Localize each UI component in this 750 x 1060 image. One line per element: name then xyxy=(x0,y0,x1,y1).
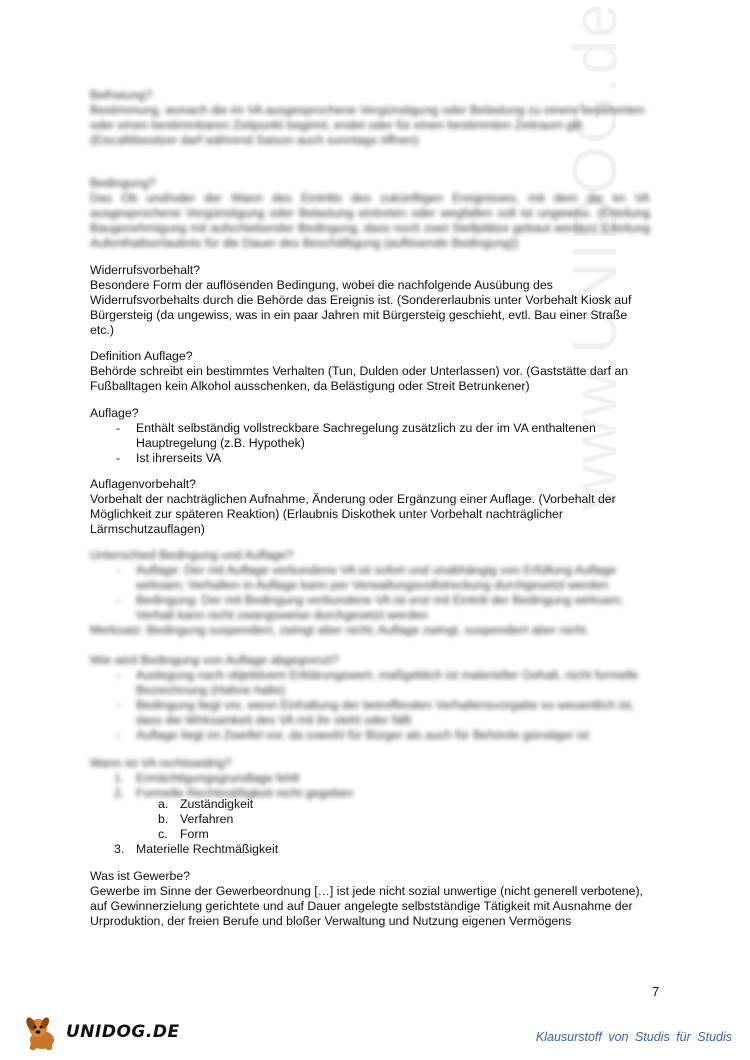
blurred-section-unterschied xyxy=(90,548,650,638)
page-number: 7 xyxy=(652,984,660,999)
section-title: Auflage? xyxy=(90,406,139,420)
list-item: - Ist ihrerseits VA xyxy=(116,451,222,465)
list-item: 1. Ermächtigungsgrundlage fehlt xyxy=(114,771,300,785)
blurred-section-bedingung xyxy=(90,176,650,251)
rechtmaessigkeit-list xyxy=(90,797,650,857)
list-item: c. Form xyxy=(158,827,209,841)
blurred-section-abgrenzung xyxy=(90,653,650,743)
footer-tagline: Klausurstoff von Studis für Studis xyxy=(535,1030,732,1044)
section-gewerbe xyxy=(90,869,650,929)
section-title: Widerrufsvorbehalt? xyxy=(90,263,201,277)
blurred-section-befristung xyxy=(90,88,650,148)
blurred-section-rechtswidrig xyxy=(90,756,650,801)
section-auflage xyxy=(90,406,650,466)
section-text: Behörde schreibt ein bestimmtes Verhalten (Tun, Dulden oder Unterlassen) vor. (Gaststätte darf an Fußballtagen kein Alkohol ausschenken, da Belästigung oder Streit Betrunkener) xyxy=(90,364,629,393)
list-item: - Enthält selbständig vollstreckbare Sachregelung zusätzlich zu der im VA enthaltenen Hauptregelung (z.B. Hypothek) xyxy=(116,421,596,450)
section-title: Definition Auflage? xyxy=(90,349,193,363)
section-title: Unterschied Bedingung und Auflage? xyxy=(90,548,294,562)
dog-icon xyxy=(22,1014,68,1052)
section-title: Wie wird Bedingung von Auflage abgegrenzt? xyxy=(90,653,339,667)
section-text: Das Ob und/oder der Wann des Eintritts des zukünftigen Ereignisses, mit dem die im VA ausgesprochene Vergünstigung oder Belastung eintreten oder wegfallen soll ist ungewiss. (Erteilung Baugenehmigung mit aufschiebender Bedingung, dass noch zwei Stellplätze gebaut werden/ Erteilung Aufenthaltserlaubnis für die Dauer des Beschäftigung (auflösende Bedingung)) xyxy=(90,191,650,250)
section-title: Was ist Gewerbe? xyxy=(90,869,191,883)
section-auflagenvorbehalt xyxy=(90,477,650,539)
unidog-logo xyxy=(22,1014,180,1052)
section-text: Besondere Form der auflösenden Bedingung, wobei die nachfolgende Ausübung des Widerrufsvorbehalts durch die Behörde das Ereignis ist. (Sondererlaubnis unter Vorbehalt Kiosk auf Bürgersteig (da ungewiss, was in ein paar Jahren mit Bürgersteig geschieht, evtl. Bau einer Straße etc.) xyxy=(90,278,632,337)
list-item: - Auflage liegt im Zweifel vor, da sowohl für Bürger als auch für Behörde günstiger ist xyxy=(116,728,590,742)
section-title: Wann ist VA rechtswidrig? xyxy=(90,756,232,770)
section-text: Bestimmung, wonach die im VA ausgesprochene Vergünstigung oder Belastung zu einem bestimmten oder einen bestimmbaren Zeitpunkt beginnt, endet oder für einen bestimmten Zeitraum gilt. (Eiscafébesitzer darf während Saison auch sonntags öffnen) xyxy=(90,103,645,147)
logo-text: UNIDOG.DE xyxy=(66,1022,180,1042)
list-item: - Auflage: Der mit Auflage verbundene VA ist sofort und unabhängig von Erfüllung Auflage wirksam; Verhalten in Auflage kann per Verwaltungsvollstreckung durchgesetzt werden xyxy=(116,563,617,592)
list-item: 3. Materielle Rechtmäßigkeit xyxy=(114,842,279,856)
section-text: Gewerbe im Sinne der Gewerbeordnung […] ist jede nicht sozial unwertige (nicht generell verbotene), auf Gewinnerzielung gerichtete und auf Dauer angelegte selbstständige Tätigkeit mit Ausnahme der Urproduktion, der freien Berufe und bloßer Verwaltung und Nutzung eigenen Vermögens xyxy=(90,884,643,928)
list-item: - Bedingung: Der mit Bedingung verbundene VA ist erst mit Eintritt der Bedingung wirksam; Verhalt kann nicht zwangsweise durchgesetzt werden xyxy=(116,593,624,622)
list-item: b. Verfahren xyxy=(158,812,234,826)
section-widerrufsvorbehalt xyxy=(90,263,650,338)
section-title: Auflagenvorbehalt? xyxy=(90,477,196,491)
section-text: Vorbehalt der nachträglichen Aufnahme, Änderung oder Ergänzung einer Auflage. (Vorbehalt der Möglichkeit zur späteren Reaktion) (Erlaubnis Diskothek unter Vorbehalt nachträglicher Lärmschutzauflagen) xyxy=(90,492,616,536)
watermark: www.UNIDOG.de xyxy=(561,1,630,510)
section-title: Bedingung? xyxy=(90,176,156,190)
list-item: - Auslegung nach objektivem Erklärungswert, maßgeblich ist materieller Gehalt, nicht formelle Bezeichnung (Hahne halte) xyxy=(116,668,639,697)
section-text: Merksatz: Bedingung suspendiert, zwingt aber nicht; Auflage zwingt, suspendiert aber nicht. xyxy=(90,623,589,637)
section-definition-auflage xyxy=(90,349,650,394)
list-item: - Bedingung liegt vor, wenn Einhaltung der betreffenden Verhaltensvorgabe so wesentlich ist, dass die Wirksamkeit des VA mit ihr steht oder fällt xyxy=(116,698,635,727)
section-title: Befristung? xyxy=(90,88,153,102)
list-item: a. Zuständigkeit xyxy=(158,797,254,811)
list-item: 2. Formelle Rechtmäßigkeit nicht gegeben xyxy=(114,786,354,800)
